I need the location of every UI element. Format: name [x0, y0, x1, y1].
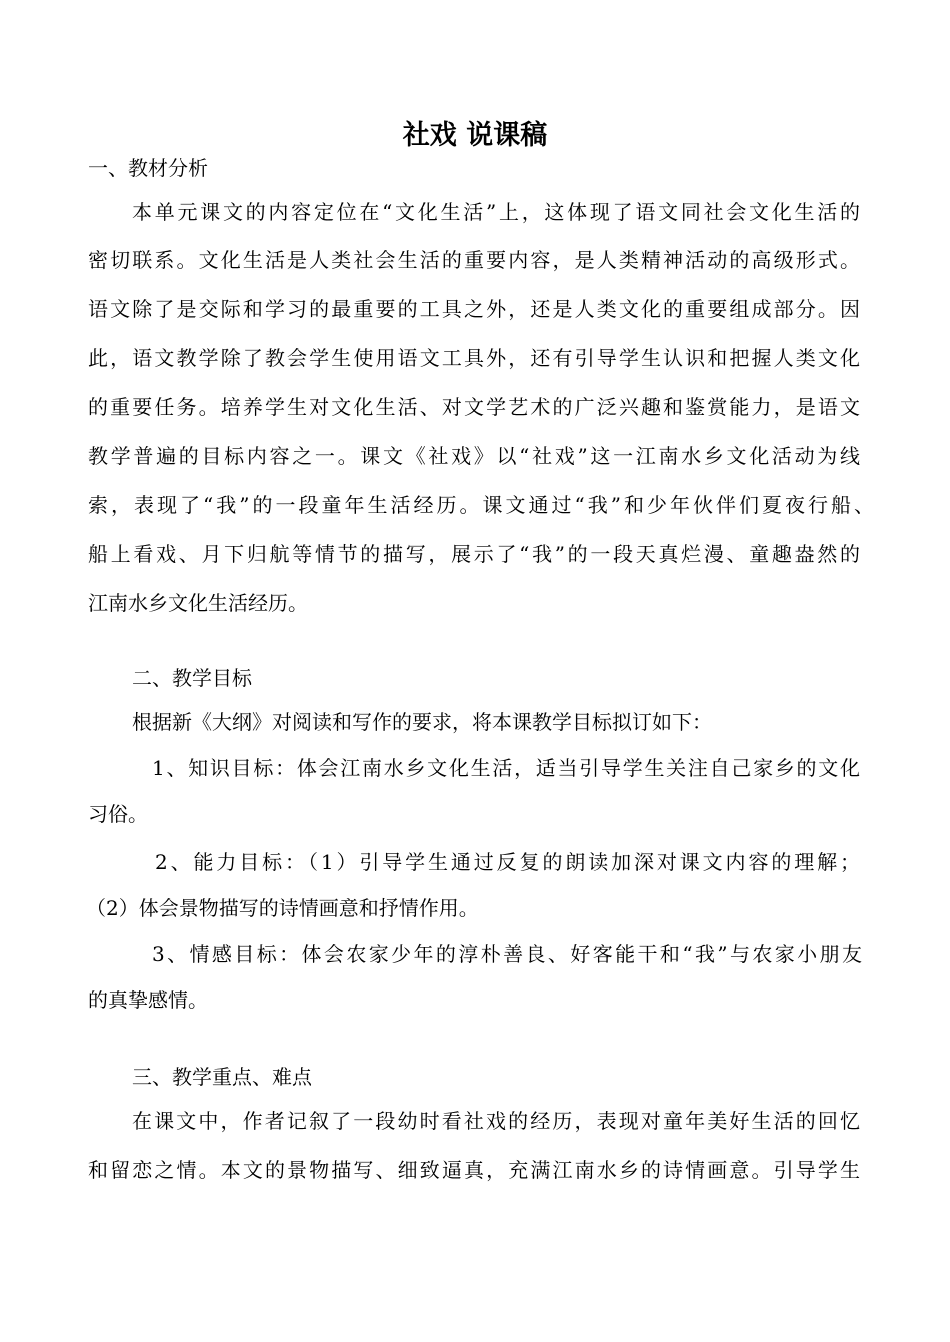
paragraph-line: 教学普遍的目标内容之一。课文《社戏》以“社戏”这一江南水乡文化活动为线: [88, 444, 860, 468]
section-heading-goals: 二、教学目标: [132, 666, 252, 690]
paragraph-line: 和留恋之情。本文的景物描写、细致逼真，充满江南水乡的诗情画意。引导学生: [88, 1158, 860, 1182]
paragraph-line: 江南水乡文化生活经历。: [88, 591, 308, 615]
goal-emotion-cont: 的真挚感情。: [88, 988, 208, 1012]
paragraph-line: 的重要任务。培养学生对文化生活、对文学艺术的广泛兴趣和鉴赏能力，是语文: [88, 395, 860, 419]
goal-emotion: 3、情感目标：体会农家少年的淳朴善良、好客能干和“我”与农家小朋友: [152, 942, 862, 966]
paragraph-line: 密切联系。文化生活是人类社会生活的重要内容，是人类精神活动的高级形式。: [88, 248, 860, 272]
paragraph-line: 本单元课文的内容定位在“文化生活”上，这体现了语文同社会文化生活的: [132, 200, 860, 224]
goal-ability: 2、能力目标：（1）引导学生通过反复的朗读加深对课文内容的理解；: [155, 850, 860, 874]
paragraph-line: 在课文中，作者记叙了一段幼时看社戏的经历，表现对童年美好生活的回忆: [132, 1109, 860, 1133]
goal-ability-cont: （2）体会景物描写的诗情画意和抒情作用。: [86, 896, 479, 920]
goal-knowledge: 1、知识目标：体会江南水乡文化生活，适当引导学生关注自己家乡的文化: [152, 756, 860, 780]
paragraph-line: 语文除了是交际和学习的最重要的工具之外，还是人类文化的重要组成部分。因: [88, 297, 860, 321]
goal-knowledge-cont: 习俗。: [88, 802, 148, 826]
paragraph-line: 此，语文教学除了教会学生使用语文工具外，还有引导学生认识和把握人类文化: [88, 346, 860, 370]
section-heading-materials: 一、教材分析: [88, 156, 208, 180]
paragraph-line: 船上看戏、月下归航等情节的描写，展示了“我”的一段天真烂漫、童趣盎然的: [88, 542, 860, 566]
section-heading-key-points: 三、教学重点、难点: [132, 1065, 312, 1089]
paragraph-line: 索，表现了“我”的一段童年生活经历。课文通过“我”和少年伙伴们夏夜行船、: [88, 493, 874, 517]
page-title: 社戏 说课稿: [402, 120, 548, 151]
goals-intro: 根据新《大纲》对阅读和写作的要求，将本课教学目标拟订如下：: [132, 710, 712, 734]
